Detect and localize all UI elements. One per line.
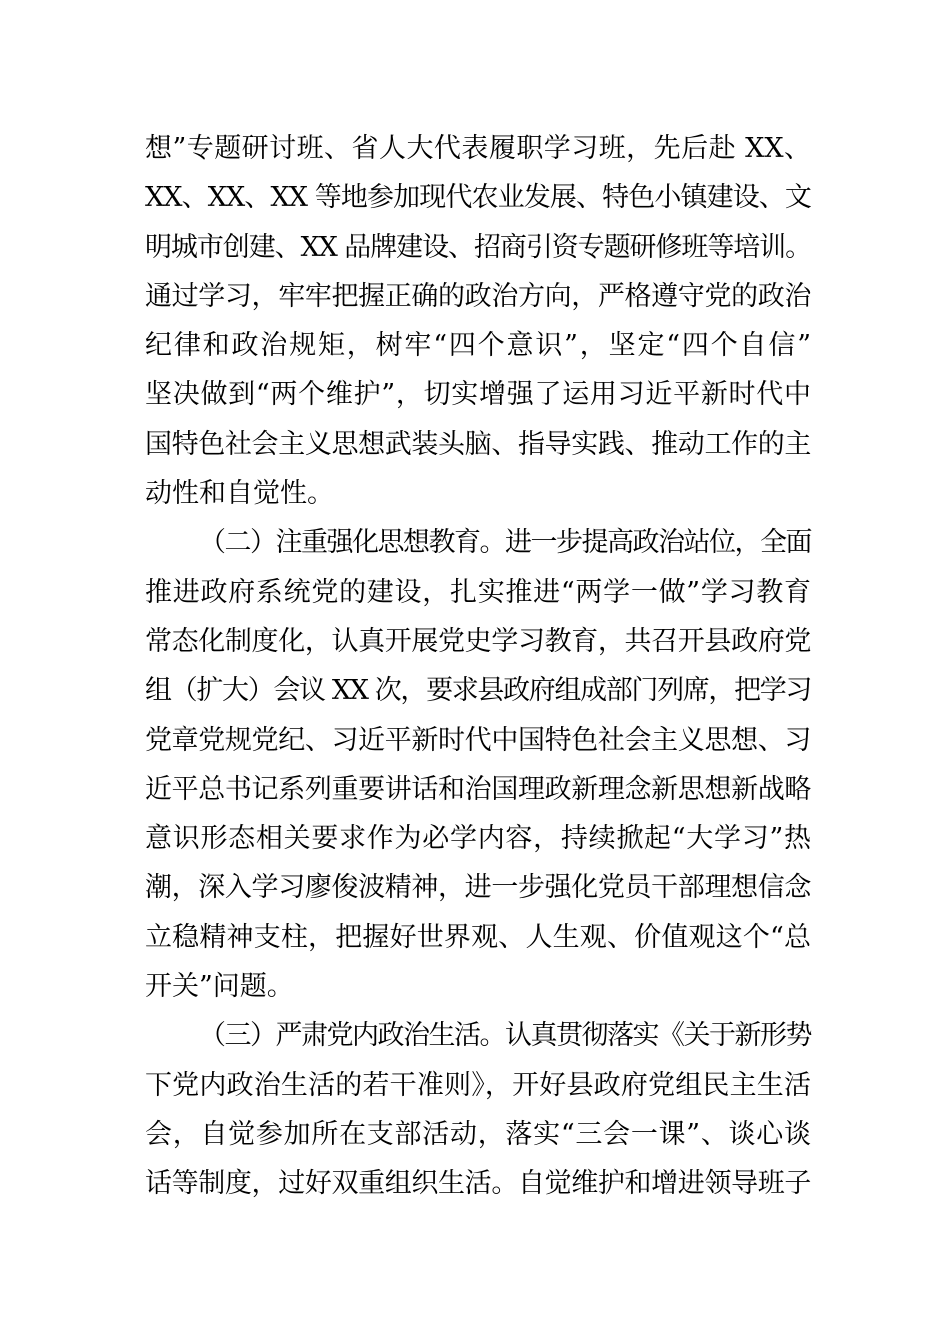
- text-line: 意识形态相关要求作为必学内容，持续掀起“大学习”热: [145, 823, 811, 855]
- document-body: [145, 124, 811, 1209]
- text-line: 会，自觉参加所在支部活动，落实“三会一课”、谈心谈: [145, 1118, 811, 1150]
- text-line: 立稳精神支柱，把握好世界观、人生观、价值观这个“总: [145, 921, 811, 953]
- text-line: 想”专题研讨班、省人大代表履职学习班，先后赴 XX、: [145, 133, 811, 164]
- text-line: 动性和自觉性。: [145, 478, 334, 510]
- text-line: 党章党规党纪、习近平新时代中国特色社会主义思想、习: [145, 724, 811, 756]
- text-line: （三）严肃党内政治生活。认真贯彻落实《关于新形势: [199, 1020, 811, 1052]
- text-line: 通过学习，牢牢把握正确的政治方向，严格遵守党的政治: [145, 280, 811, 312]
- text-line: 组（扩大）会议 XX 次，要求县政府组成部门列席，把学习: [145, 675, 811, 707]
- text-line: 话等制度，过好双重组织生活。自觉维护和增进领导班子: [145, 1168, 811, 1200]
- text-line: （二）注重强化思想教育。进一步提高政治站位，全面: [199, 527, 811, 559]
- text-line: 坚决做到“两个维护”，切实增强了运用习近平新时代中: [145, 379, 811, 411]
- text-line: 下党内政治生活的若干准则》，开好县政府党组民主生活: [145, 1069, 811, 1101]
- text-line: 开关”问题。: [145, 971, 294, 1003]
- text-line: 常态化制度化，认真开展党史学习教育，共召开县政府党: [145, 625, 811, 657]
- text-line: 近平总书记系列重要讲话和治国理政新理念新思想新战略: [145, 773, 811, 805]
- text-line: 明城市创建、XX 品牌建设、招商引资专题研修班等培训。: [145, 231, 811, 263]
- text-line: 国特色社会主义思想武装头脑、指导实践、推动工作的主: [145, 428, 811, 460]
- text-line: 潮，深入学习廖俊波精神，进一步强化党员干部理想信念: [145, 872, 811, 904]
- text-line: 推进政府系统党的建设，扎实推进“两学一做”学习教育: [145, 576, 811, 608]
- text-line: 纪律和政治规矩，树牢“四个意识”，坚定“四个自信”: [145, 330, 811, 362]
- text-line: XX、XX、XX 等地参加现代农业发展、特色小镇建设、文: [145, 182, 811, 214]
